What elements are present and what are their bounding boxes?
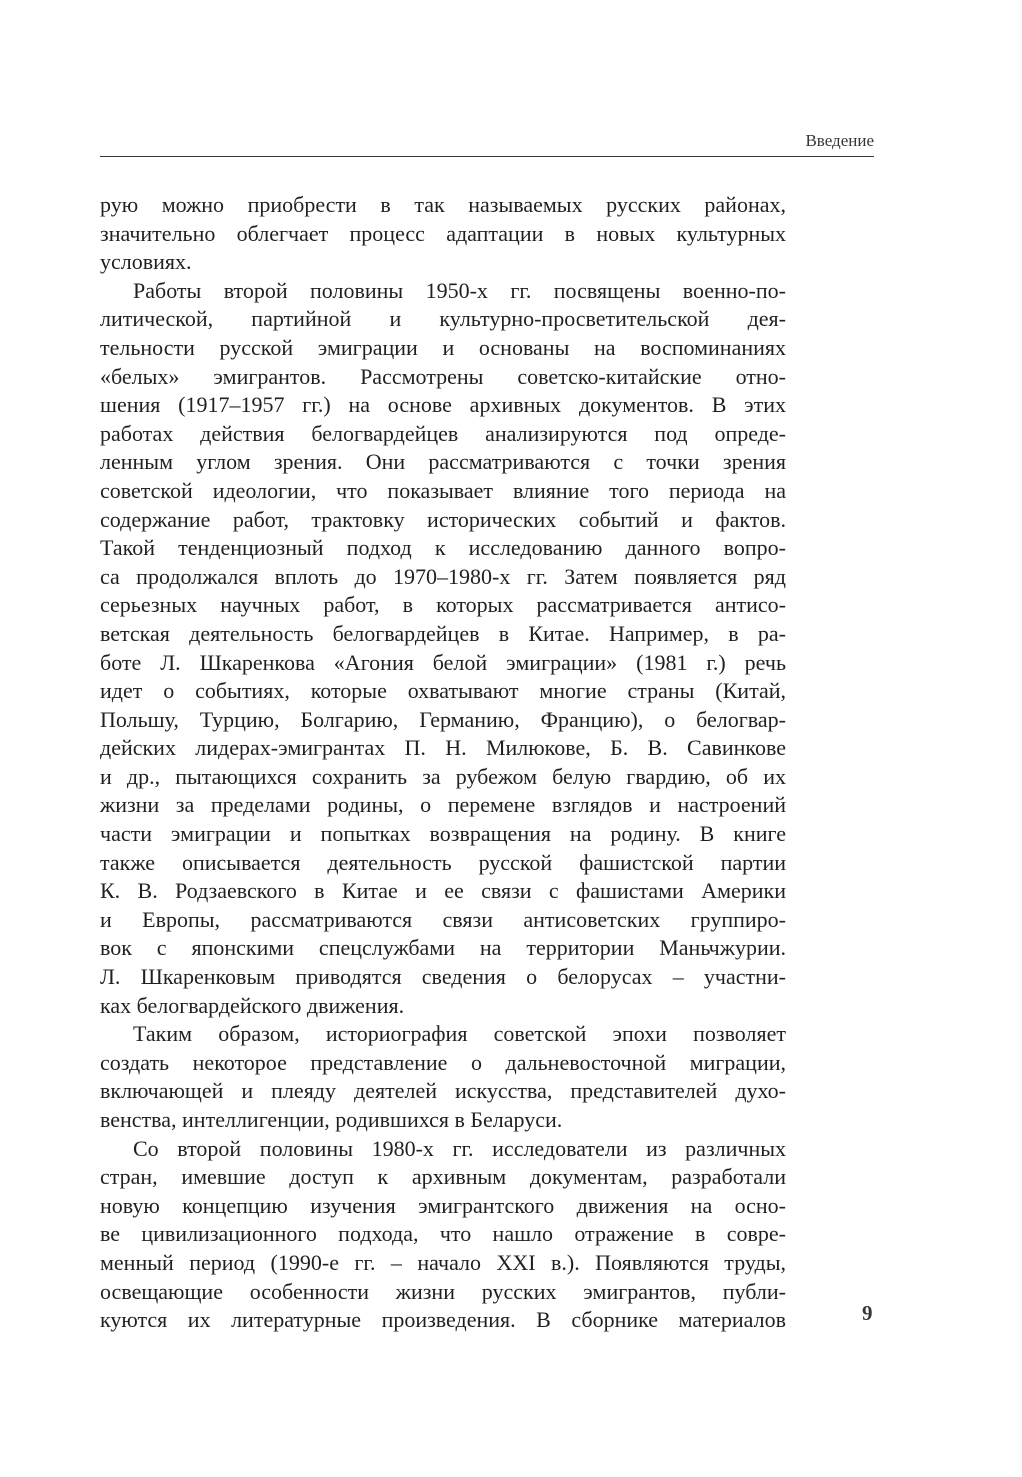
text-line: Таким образом, историография советской эпохи позволяет [133, 1021, 786, 1047]
text-line: К. В. Родзаевского в Китае и ее связи с фашистами Америки [100, 878, 786, 904]
text-line: новую концепцию изучения эмигрантского движения на осно- [100, 1192, 786, 1218]
text-line: Л. Шкаренковым приводятся сведения о белорусах – участни- [100, 964, 786, 990]
text-line: условиях. [100, 249, 192, 275]
text-line: серьезных научных работ, в которых рассматривается антисо- [100, 592, 786, 618]
text-line: жизни за пределами родины, о перемене взглядов и настроений [100, 792, 786, 818]
text-line: идет о событиях, которые охватывают многие страны (Китай, [100, 678, 786, 704]
paragraph [100, 277, 786, 1020]
text-line: ве цивилизационного подхода, что нашло отражение в совре- [100, 1221, 786, 1247]
running-head-title: Введение [805, 131, 874, 150]
text-line: также описывается деятельность русской фашистской партии [100, 849, 786, 875]
paragraph [100, 191, 786, 277]
text-line: создать некоторое представление о дальневосточной миграции, [100, 1049, 786, 1075]
text-line: освещающие особенности жизни русских эмигрантов, публи- [100, 1278, 786, 1304]
text-line: литической, партийной и культурно-просветительской дея- [100, 306, 786, 332]
text-line: тельности русской эмиграции и основаны на воспоминаниях [100, 334, 786, 360]
text-line: дейских лидерах-эмигрантах П. Н. Милюкове, Б. В. Савинкове [100, 735, 786, 761]
text-line: шения (1917–1957 гг.) на основе архивных документов. В этих [100, 392, 786, 418]
text-line: боте Л. Шкаренкова «Агония белой эмиграции» (1981 г.) речь [100, 649, 786, 675]
text-line: венства, интеллигенции, родившихся в Беларуси. [100, 1107, 563, 1132]
text-line: са продолжался вплоть до 1970–1980-х гг. Затем появляется ряд [100, 563, 786, 589]
text-line: значительно облегчает процесс адаптации в новых культурных [100, 220, 786, 246]
paragraph [100, 1135, 786, 1335]
text-line: и Европы, рассматриваются связи антисоветских группиро- [100, 906, 786, 932]
text-line: менный период (1990-е гг. – начало XXI в.). Появляются труды, [100, 1249, 786, 1275]
text-line: куются их литературные произведения. В сборнике материалов [100, 1307, 786, 1333]
text-line: «белых» эмигрантов. Рассмотрены советско-китайские отно- [100, 363, 786, 389]
text-line: Польшу, Турцию, Болгарию, Германию, Францию), о белогвар- [100, 706, 786, 732]
text-line: ках белогвардейского движения. [100, 992, 405, 1018]
text-line: вок с японскими спецслужбами на территории Маньчжурии. [100, 935, 786, 961]
text-line: рую можно приобрести в так называемых русских районах, [100, 192, 786, 217]
text-line: ветская деятельность белогвардейцев в Китае. Например, в ра- [100, 620, 786, 646]
paragraph [100, 1020, 786, 1134]
body-text [100, 191, 786, 1335]
text-line: Такой тенденциозный подход к исследованию данного вопро- [100, 535, 786, 561]
text-line: включающей и плеяду деятелей искусства, представителей духо- [100, 1078, 786, 1104]
text-line: стран, имевшие доступ к архивным документам, разработали [100, 1164, 786, 1190]
text-line: Со второй половины 1980-х гг. исследователи из различных [133, 1135, 786, 1161]
header-rule [100, 156, 874, 157]
text-line: советской идеологии, что показывает влияние того периода на [100, 477, 786, 503]
text-line: Работы второй половины 1950-х гг. посвящены военно-по- [133, 277, 786, 303]
text-line: ленным углом зрения. Они рассматриваются с точки зрения [100, 449, 786, 475]
text-line: содержание работ, трактовку исторических событий и фактов. [100, 506, 786, 532]
text-line: работах действия белогвардейцев анализируются под опреде- [100, 420, 786, 446]
text-line: части эмиграции и попытках возвращения на родину. В книге [100, 821, 786, 847]
page-number: 9 [862, 1301, 873, 1325]
text-line: и др., пытающихся сохранить за рубежом белую гвардию, об их [100, 763, 786, 789]
